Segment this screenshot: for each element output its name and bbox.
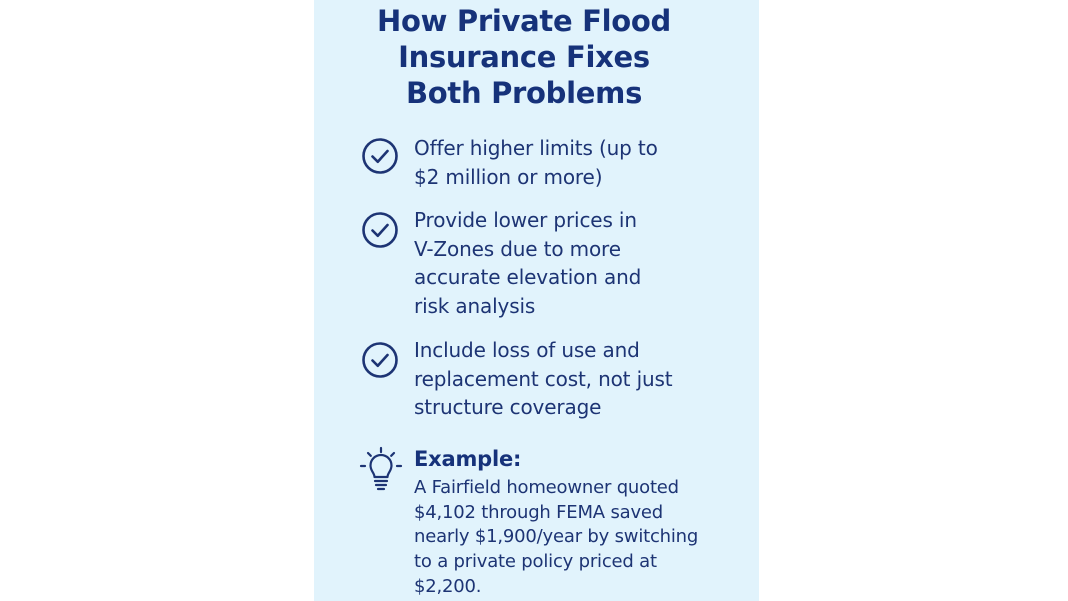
- benefit-text: [414, 206, 754, 320]
- check-circle-icon: [361, 341, 399, 379]
- benefit-line: structure coverage: [414, 395, 602, 419]
- title-line: How Private Flood: [377, 4, 671, 38]
- example-heading: Example:: [414, 447, 522, 471]
- example-line: A Fairfield homeowner quoted: [414, 477, 679, 498]
- example-line: nearly $1,900/year by switching: [414, 526, 699, 548]
- check-circle-icon: [361, 137, 399, 175]
- example-line: to a private policy priced at: [414, 551, 657, 573]
- lightbulb-icon: [358, 446, 404, 494]
- benefit-line: risk analysis: [414, 293, 536, 318]
- benefit-text: [414, 134, 754, 191]
- benefit-line: accurate elevation and: [414, 265, 642, 289]
- benefit-line: Provide lower prices in: [414, 208, 637, 232]
- benefit-line: V-Zones due to more: [414, 236, 621, 261]
- check-circle-icon: [361, 211, 399, 249]
- title-line: Insurance Fixes: [398, 40, 650, 74]
- info-panel: [314, 0, 759, 601]
- benefit-line: replacement cost, not just: [414, 366, 673, 391]
- title-line: Both Problems: [405, 76, 643, 110]
- benefit-line: Offer higher limits (up to: [414, 136, 658, 160]
- benefit-line: $2 million or more): [414, 164, 603, 189]
- example-line: $2,200.: [414, 575, 482, 597]
- example-body: [414, 476, 754, 600]
- benefit-line: Include loss of use and: [414, 338, 640, 362]
- panel-title: [314, 3, 734, 111]
- benefit-text: [414, 336, 754, 422]
- example-line: $4,102 through FEMA saved: [414, 501, 664, 523]
